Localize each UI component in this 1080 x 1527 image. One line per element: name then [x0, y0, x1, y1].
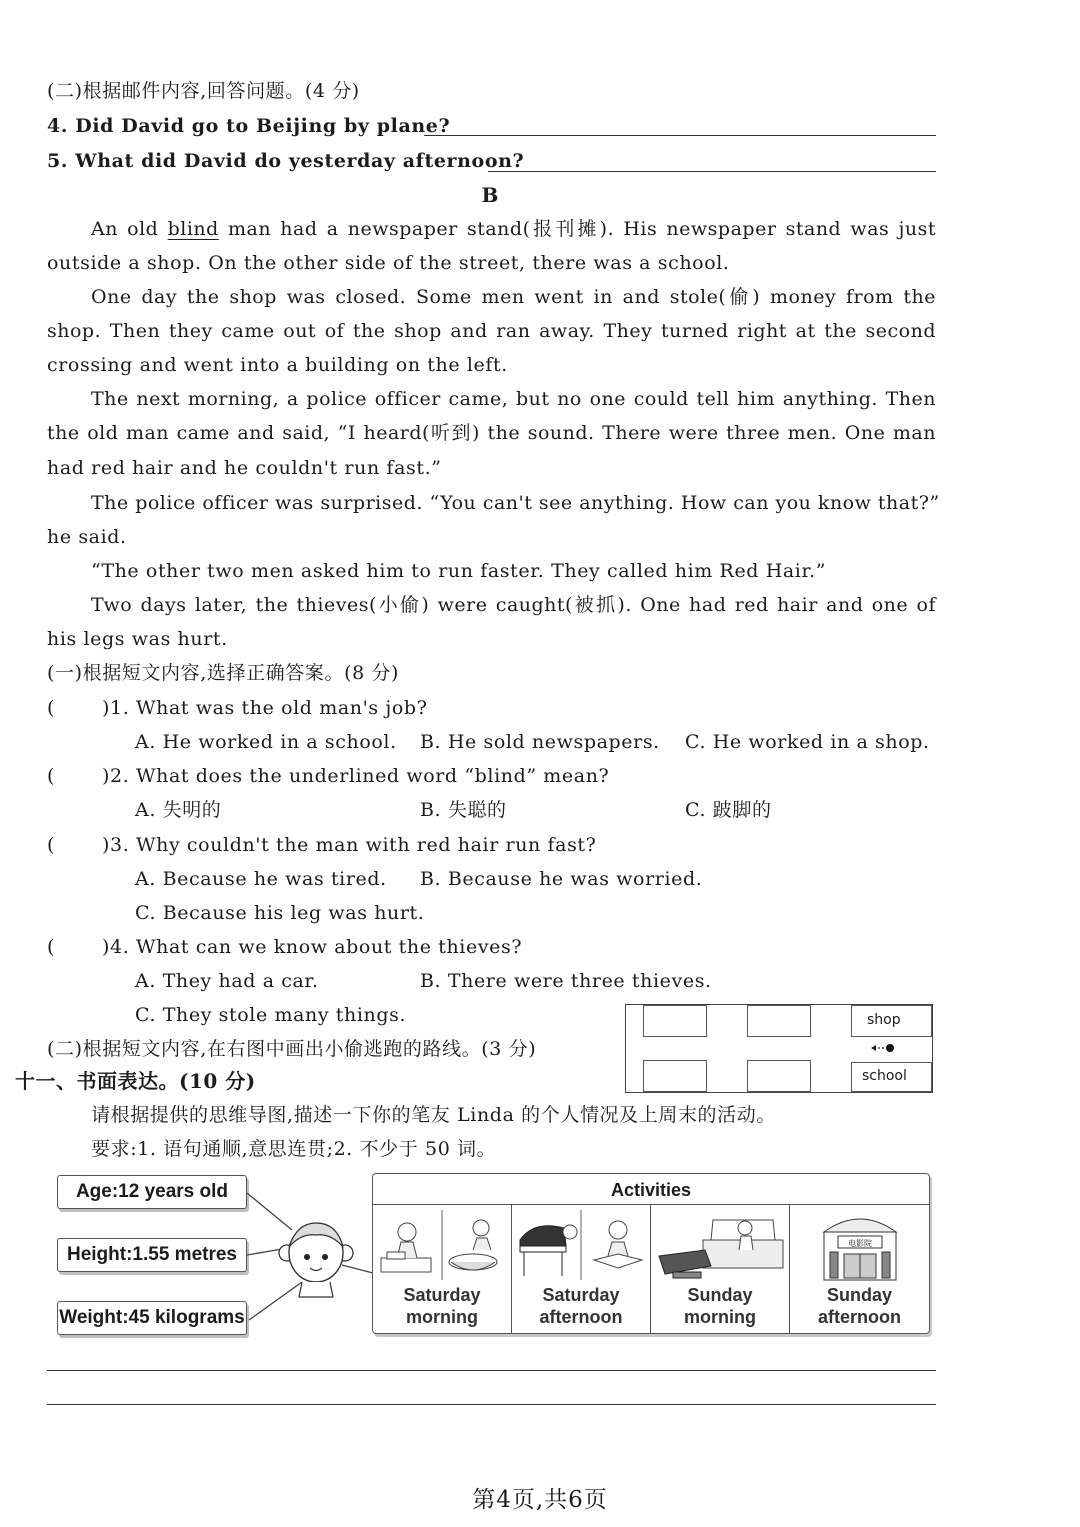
- activity-day: Sunday: [687, 1285, 753, 1305]
- activity-day: Sunday: [826, 1285, 892, 1305]
- part2-header: (二)根据邮件内容,回答问题。(4 分): [47, 80, 360, 102]
- height-box: Height:1.55 metres: [57, 1238, 247, 1272]
- section-b-title: B: [481, 183, 499, 207]
- answer-line-5[interactable]: [488, 171, 936, 172]
- activity-sunday-afternoon: [790, 1204, 929, 1333]
- page-number: 第4页,共6页: [472, 1487, 608, 1513]
- activity-time: afternoon: [818, 1307, 901, 1327]
- mc-option-1b[interactable]: B. He sold newspapers.: [420, 731, 660, 753]
- question-4: 4. Did David go to Beijing by plane?: [47, 115, 451, 137]
- passage-line: the old man came and said, “I heard(听到) the sound. There were three men. One man: [47, 422, 936, 444]
- mc-option-1c[interactable]: C. He worked in a shop.: [685, 731, 930, 753]
- answer-paren[interactable]: (: [47, 834, 56, 856]
- shop-building: [851, 1005, 932, 1037]
- school-building: [851, 1062, 932, 1092]
- mc-question-2: )2. What does the underlined word “blind” mean?: [102, 765, 610, 787]
- activity-sunday-morning: [651, 1204, 790, 1333]
- mc-question-4: )4. What can we know about the thieves?: [102, 936, 523, 958]
- map-block: [747, 1005, 811, 1037]
- reading-and-washing-icon: [375, 1210, 509, 1282]
- activities-panel: [372, 1173, 930, 1334]
- mc-option-4a[interactable]: A. They had a car.: [135, 970, 319, 992]
- passage-line: An old blind man had a newspaper stand(报刊摊). His newspaper stand was just: [91, 218, 936, 240]
- linda-girl-icon: [247, 1185, 377, 1335]
- start-point-arrow-icon: [870, 1042, 896, 1054]
- shop-label: shop: [867, 1012, 901, 1028]
- question-5: 5. What did David do yesterday afternoon?: [47, 150, 525, 172]
- weight-box: Weight:45 kilograms: [57, 1301, 247, 1335]
- activity-time: afternoon: [539, 1307, 623, 1327]
- answer-paren[interactable]: (: [47, 697, 56, 719]
- mc-question-1: )1. What was the old man's job?: [102, 697, 428, 719]
- school-label: school: [862, 1068, 907, 1084]
- age-box: Age:12 years old: [57, 1175, 247, 1209]
- mc-option-3b[interactable]: B. Because he was worried.: [420, 868, 703, 890]
- passage-line: “The other two men asked him to run faster. They called him Red Hair.”: [91, 560, 827, 582]
- activity-time: morning: [406, 1307, 478, 1327]
- part1-header: (一)根据短文内容,选择正确答案。(8 分): [47, 662, 400, 684]
- cinema-icon: [810, 1210, 910, 1282]
- passage-line: he said.: [47, 526, 127, 548]
- mc-option-2a[interactable]: A. 失明的: [135, 799, 222, 821]
- passage-line: crossing and went into a building on the left.: [47, 354, 508, 376]
- mc-option-1a[interactable]: A. He worked in a school.: [135, 731, 397, 753]
- passage-line: The police officer was surprised. “You can't see anything. How can you know that?”: [91, 492, 940, 514]
- mc-question-3: )3. Why couldn't the man with red hair run fast?: [102, 834, 597, 856]
- passage-line: his legs was hurt.: [47, 628, 228, 650]
- writing-header: 十一、书面表达。(10 分): [15, 1069, 256, 1093]
- cinema-sign: 电影院: [848, 1239, 872, 1248]
- answer-line-4[interactable]: [424, 135, 936, 136]
- writing-line[interactable]: [47, 1404, 936, 1405]
- activity-saturday-morning: [373, 1204, 512, 1333]
- underlined-word-blind: blind: [167, 218, 219, 240]
- passage-line: had red hair and he couldn't run fast.”: [47, 457, 442, 479]
- piano-and-reading-icon: [514, 1210, 648, 1282]
- writing-instruction: 请根据提供的思维导图,描述一下你的笔友 Linda 的个人情况及上周末的活动。: [91, 1104, 776, 1126]
- answer-paren[interactable]: (: [47, 936, 56, 958]
- watching-tv-icon: [653, 1210, 787, 1282]
- passage-line: Two days later, the thieves(小偷) were caught(被抓). One had red hair and one of: [91, 594, 936, 616]
- passage-line: outside a shop. On the other side of the street, there was a school.: [47, 252, 730, 274]
- writing-line[interactable]: [47, 1370, 936, 1371]
- passage-line: The next morning, a police officer came, but no one could tell him anything. Then: [91, 388, 936, 410]
- mc-option-3a[interactable]: A. Because he was tired.: [135, 868, 387, 890]
- street-map[interactable]: [625, 1004, 933, 1093]
- writing-requirement: 要求:1. 语句通顺,意思连贯;2. 不少于 50 词。: [91, 1138, 497, 1160]
- passage-line: shop. Then they came out of the shop and ran away. They turned right at the second: [47, 320, 936, 342]
- map-block: [747, 1060, 811, 1092]
- map-block: [643, 1060, 707, 1092]
- activity-day: Saturday: [403, 1285, 481, 1305]
- activity-time: morning: [684, 1307, 756, 1327]
- passage-line: One day the shop was closed. Some men went in and stole(偷) money from the: [91, 286, 936, 308]
- map-block: [643, 1005, 707, 1037]
- mc-option-3c[interactable]: C. Because his leg was hurt.: [135, 902, 425, 924]
- part2-route-header: (二)根据短文内容,在右图中画出小偷逃跑的路线。(3 分): [47, 1038, 537, 1060]
- activities-title: Activities: [373, 1174, 929, 1205]
- activity-day: Saturday: [542, 1285, 620, 1305]
- mc-option-2c[interactable]: C. 跛脚的: [685, 799, 772, 821]
- mc-option-2b[interactable]: B. 失聪的: [420, 799, 507, 821]
- mc-option-4c[interactable]: C. They stole many things.: [135, 1004, 407, 1026]
- answer-paren[interactable]: (: [47, 765, 56, 787]
- activity-saturday-afternoon: [512, 1204, 651, 1333]
- mc-option-4b[interactable]: B. There were three thieves.: [420, 970, 712, 992]
